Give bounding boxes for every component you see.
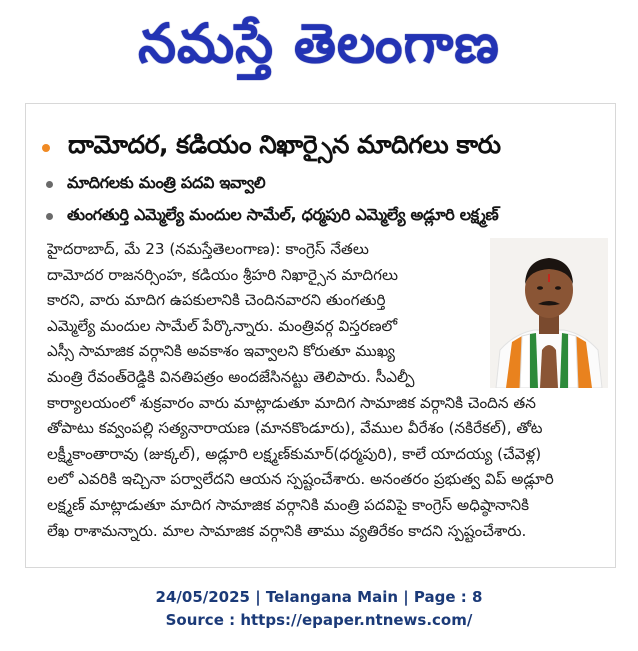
masthead [0,0,638,100]
footer-source: Source : https://epaper.ntnews.com/ [165,611,473,629]
body-line: లేఖ రాశామన్నారు. మాల సామాజిక వర్గానికి తాము వ్యతిరేకం కాదని స్పష్టంచేశారు. [47,521,527,540]
subhead-text: తుంగతుర్తి ఎమ్మెల్యే మందుల సామేల్, ధర్మపురి ఎమ్మెల్యే అడ్లూరి లక్ష్మణ్ [67,205,499,224]
body-line: లక్ష్మీకాంతారావు (జుక్కల్), అడ్లూరి లక్ష్మణ్‌కుమార్(ధర్మపురి), కాలే యాదయ్య (చేవెళ్ల) [47,444,542,463]
body-line: ఎస్సీ సామాజిక వర్గానికి అవకాశం ఇవ్వాలని కోరుతూ ముఖ్య [47,342,395,361]
body-line: హైదరాబాద్, మే 23 (నమస్తేతెలంగాణ): కాంగ్రెస్ నేతలు [47,240,369,258]
headline-bullet-icon [42,144,50,152]
body-line: కార్యాలయంలో శుక్రవారం వారు మాట్లాడుతూ మాదిగ సామాజిక వర్గానికి చెందిన తన [47,393,536,412]
footer-date-edition: 24/05/2025 | Telangana Main | Page : 8 [155,588,483,606]
body-line: ఎమ్మెల్యే మందుల సామేల్ పేర్కొన్నారు. మంత్రివర్గ విస్తరణలో [47,316,398,335]
body-line: కారని, వారు మాదిగ ఉపకులానికి చెందినవారని తుంగతుర్తి [47,291,386,310]
body-line: తోపాటు కవ్వంపల్లి సత్యనారాయణ (మానకొండూరు), వేముల వీరేశం (నకిరేకల్), తోట [47,419,543,438]
headline-text: దామోదర, కడియం నిఖార్సైన మాదిగలు కారు [68,130,501,159]
subhead-bullet-icon [46,213,53,220]
body-line: లక్ష్మణ్ మాట్లాడుతూ మాదిగ సామాజిక వర్గానికి మంత్రి పదవిపై కాంగ్రెస్ అధిష్ఠానానికి [47,495,530,514]
headline [42,130,612,166]
article-body [47,237,612,544]
subhead-1 [46,173,616,196]
body-line: దామోదర రాజనర్సింహ, కడియం శ్రీహరి నిఖార్సైన మాదిగలు [47,265,399,284]
subhead-bullet-icon [46,181,53,188]
subhead-2 [46,205,616,228]
body-line: లలో ఎవరికి ఇచ్చినా పర్వాలేదని ఆయన స్పష్టంచేశారు. అనంతరం ప్రభుత్వ విప్ అడ్లూరి [47,470,554,489]
body-line: మంత్రి రేవంత్‌రెడ్డికి వినతిపత్రం అందజేసినట్టు తెలిపారు. సీఎల్పీ [47,367,415,386]
masthead-title: నమస్తే తెలంగాణ [138,11,500,75]
subhead-text: మాదిగలకు మంత్రి పదవి ఇవ్వాలి [67,173,266,192]
